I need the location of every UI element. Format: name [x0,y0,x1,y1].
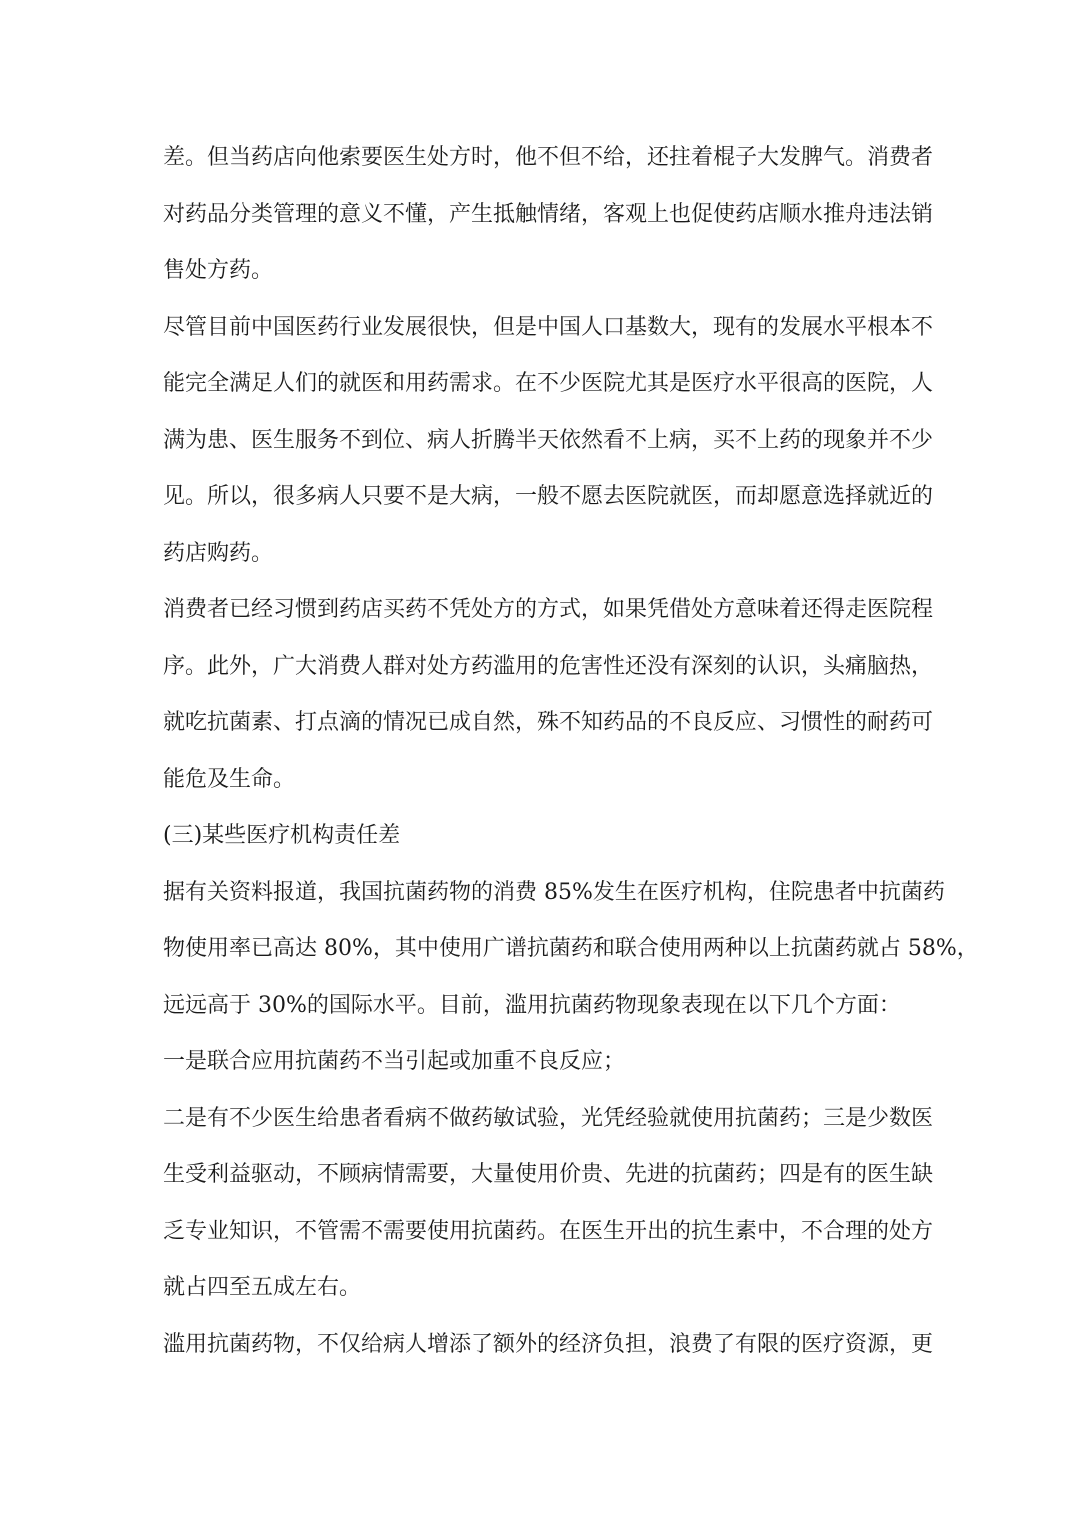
text-line: 物使用率已高达 80%，其中使用广谱抗菌药和联合使用两种以上抗菌药就占 58%， [163,936,979,961]
text-line: 二是有不少医生给患者看病不做药敏试验，光凭经验就使用抗菌药；三是少数医 [163,1106,934,1131]
text-line: 见。所以，很多病人只要不是大病，一般不愿去医院就医，而却愿意选择就近的 [163,484,934,509]
text-line: 就吃抗菌素、打点滴的情况已成自然，殊不知药品的不良反应、习惯性的耐药可 [163,710,934,735]
text-line: 生受利益驱动，不顾病情需要，大量使用价贵、先进的抗菌药；四是有的医生缺 [163,1162,934,1187]
text-line: 满为患、医生服务不到位、病人折腾半天依然看不上病，买不上药的现象并不少 [163,428,934,453]
text-line: 序。此外，广大消费人群对处方药滥用的危害性还没有深刻的认识，头痛脑热， [163,654,934,679]
text-line: 差。但当药店向他索要医生处方时，他不但不给，还拄着棍子大发脾气。消费者 [163,145,934,170]
text-line: 能完全满足人们的就医和用药需求。在不少医院尤其是医疗水平很高的医院，人 [163,371,934,396]
text-line: 售处方药。 [163,258,274,283]
section-heading: (三)某些医疗机构责任差 [163,823,401,848]
text-line: 远远高于 30%的国际水平。目前，滥用抗菌药物现象表现在以下几个方面： [163,993,901,1018]
text-line: 一是联合应用抗菌药不当引起或加重不良反应； [163,1049,626,1074]
text-line: 能危及生命。 [163,767,296,792]
text-line: 滥用抗菌药物，不仅给病人增添了额外的经济负担，浪费了有限的医疗资源，更 [163,1332,934,1357]
text-line: 药店购药。 [163,541,274,566]
text-line: 就占四至五成左右。 [163,1275,362,1300]
text-line: 消费者已经习惯到药店买药不凭处方的方式，如果凭借处方意味着还得走医院程 [163,597,934,622]
text-line: 尽管目前中国医药行业发展很快，但是中国人口基数大，现有的发展水平根本不 [163,315,934,340]
text-line: 对药品分类管理的意义不懂，产生抵触情绪，客观上也促使药店顺水推舟违法销 [163,202,934,227]
text-line: 据有关资料报道，我国抗菌药物的消费 85%发生在医疗机构，住院患者中抗菌药 [163,880,945,905]
text-line: 乏专业知识，不管需不需要使用抗菌药。在医生开出的抗生素中，不合理的处方 [163,1219,934,1244]
